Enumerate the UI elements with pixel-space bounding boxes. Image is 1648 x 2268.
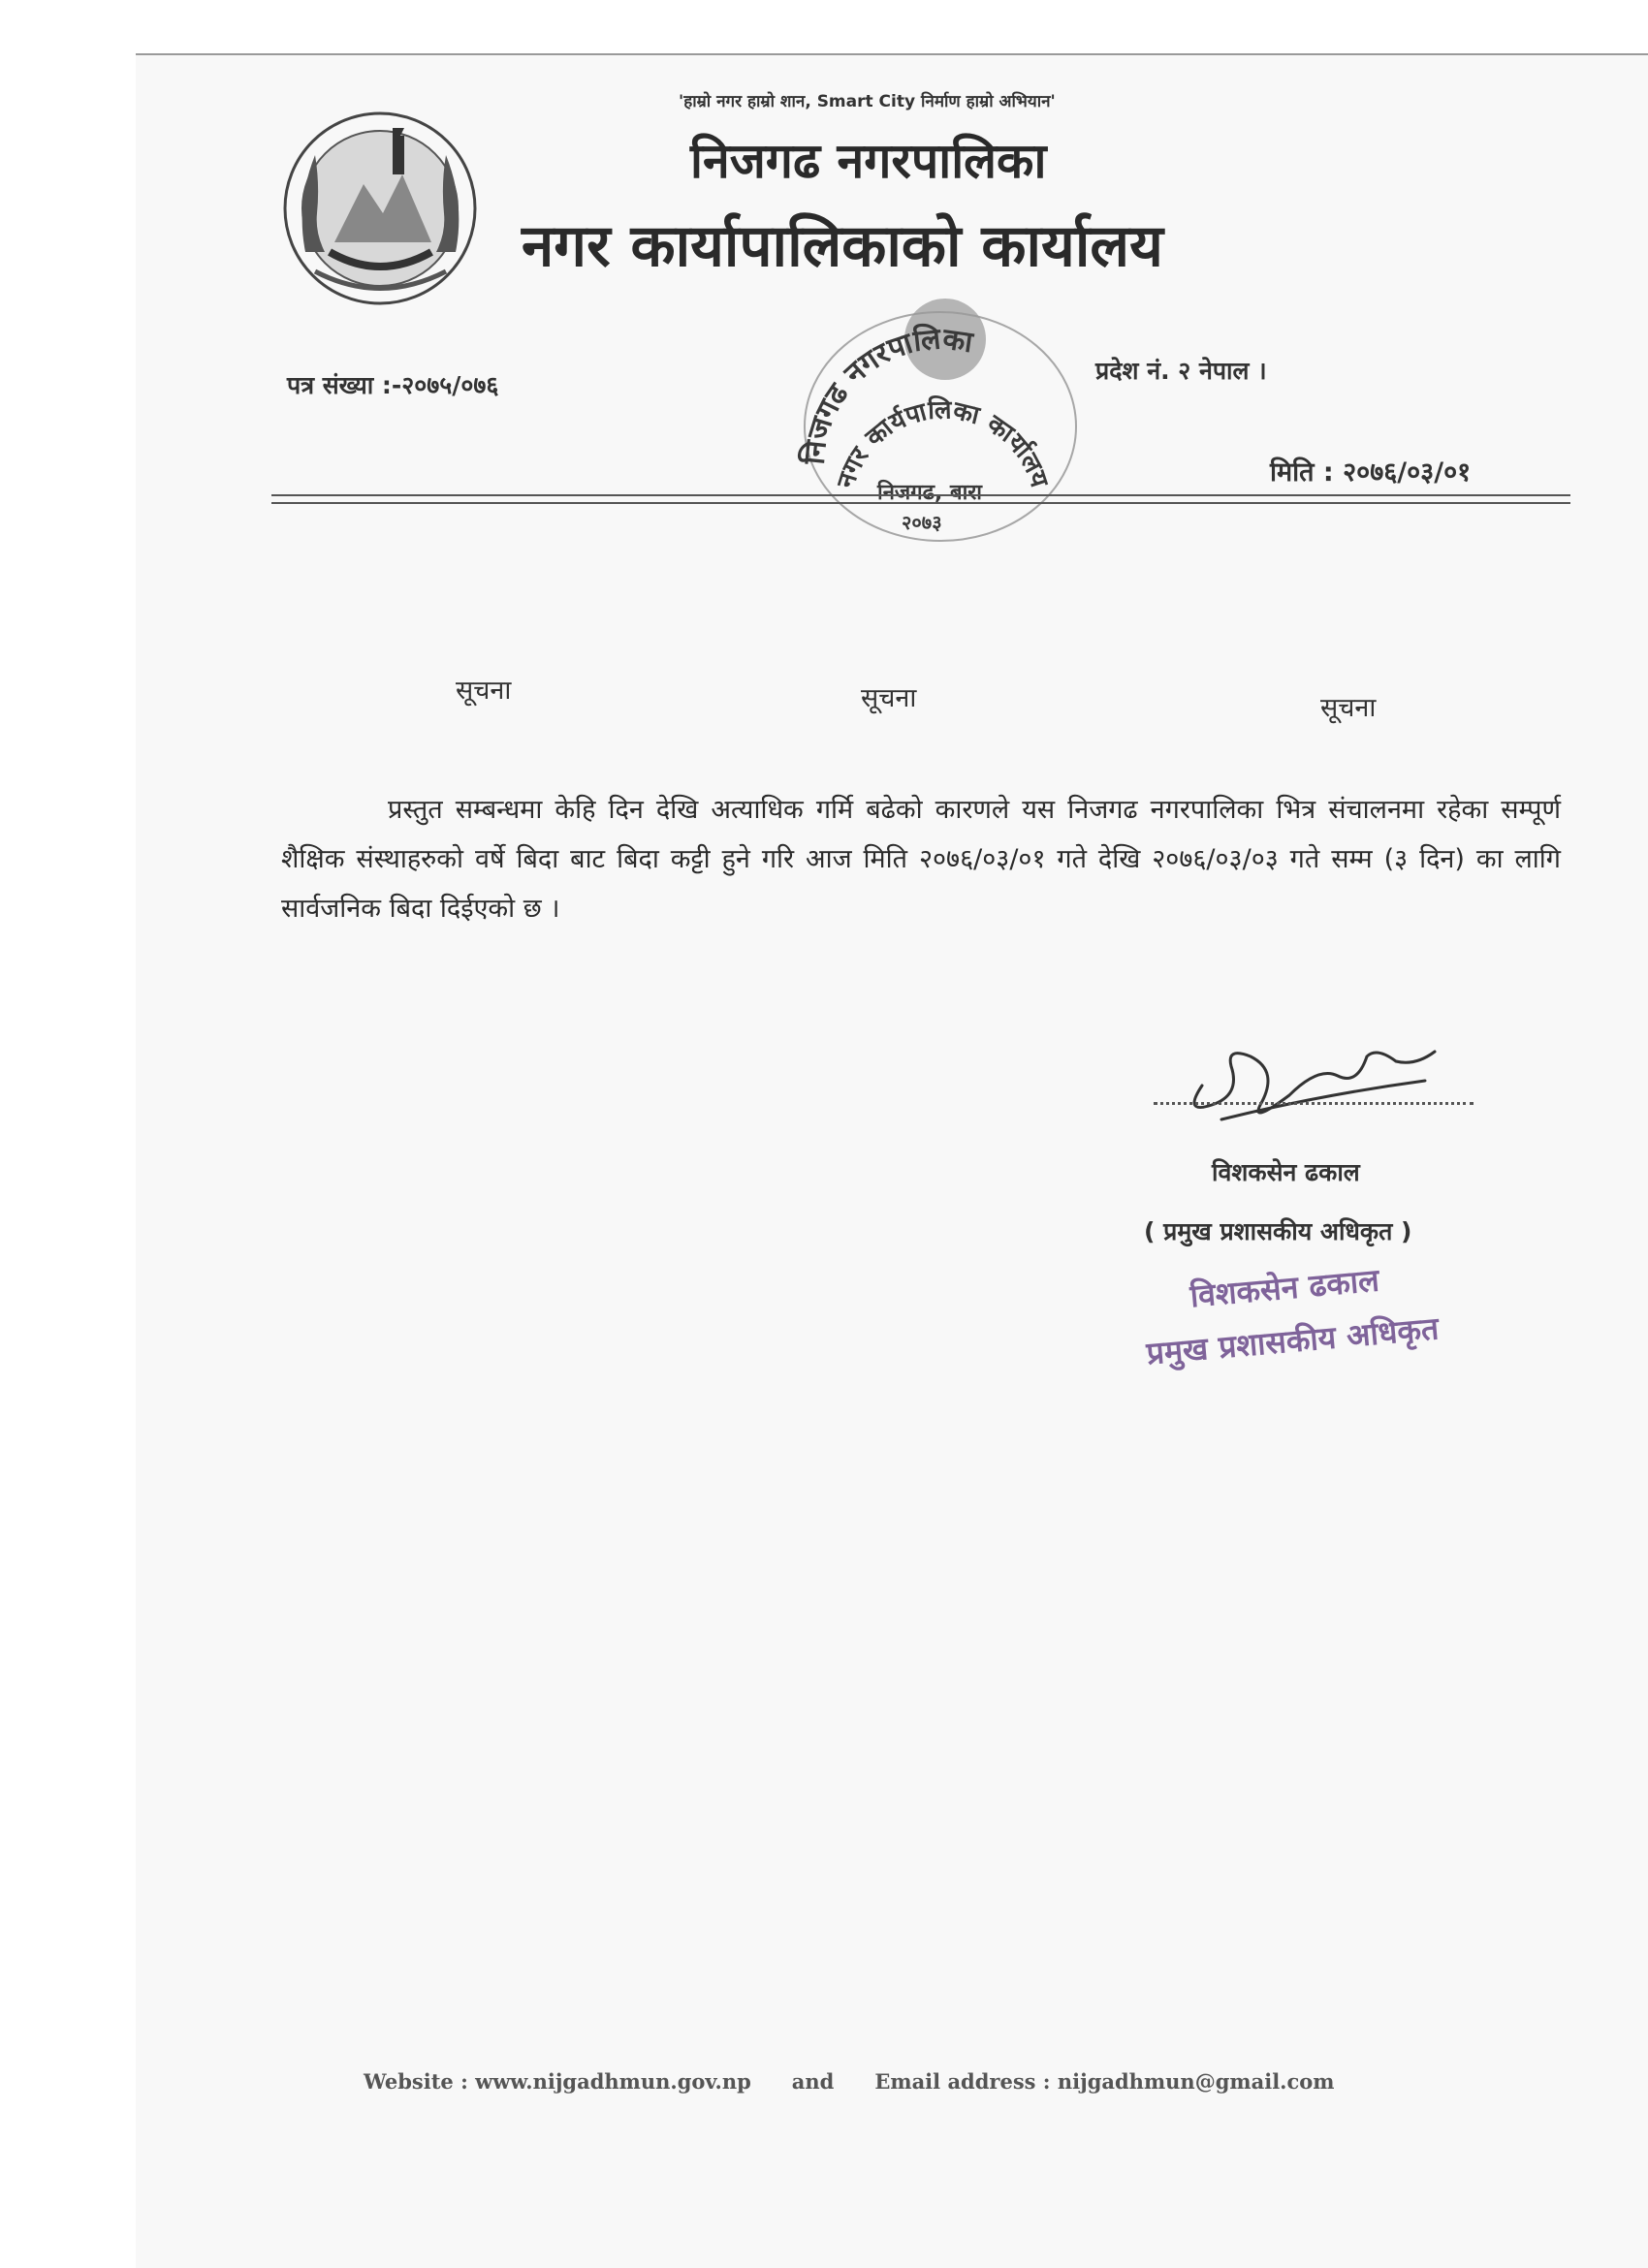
office-name: नगर कार्यापालिकाको कार्यालय (522, 212, 1163, 280)
province-label: प्रदेश नं. २ नेपाल । (1095, 357, 1267, 385)
seal-line-3: निजगढ, बारा (877, 481, 982, 505)
signatory-stamp (1134, 1252, 1503, 1378)
svg-text:नगर कार्यपालिका कार्यालय (831, 394, 1054, 492)
footer-contact (364, 2069, 1335, 2094)
stamp-title: प्रमुख प्रशासकीय अधिकृत (1145, 1309, 1441, 1372)
notice-heading-right: सूचना (1320, 693, 1377, 723)
stamp-name: विशकसेन ढकाल (1188, 1261, 1381, 1315)
signatory-name: विशकसेन ढकाल (1212, 1158, 1360, 1186)
nepal-emblem-icon (276, 107, 485, 310)
letter-date: मिति : २०७६/०३/०१ (1270, 457, 1472, 488)
seal-line-4: २०७३ (902, 511, 942, 534)
slogan-text: 'हाम्रो नगर हाम्रो शान, Smart City निर्माण हाम्रो अभियान' (679, 92, 1056, 111)
signature-mark (1173, 1027, 1464, 1134)
footer-website: Website : www.nijgadhmun.gov.np (364, 2069, 751, 2094)
signature-line (1154, 1102, 1474, 1105)
signatory-title: ( प्रमुख प्रशासकीय अधिकृत ) (1144, 1217, 1412, 1245)
notice-body (281, 785, 1561, 933)
notice-heading-center: सूचना (861, 683, 917, 713)
notice-body-text: प्रस्तुत सम्बन्धमा केहि दिन देखि अत्याधिक गर्मि बढेको कारणले यस निजगढ नगरपालिका भित्र संचालनमा रहेका सम्पूर्ण शैक्षिक संस्थाहरुको वर्षे बिदा बाट बिदा कट्टी हुने गरि आज मिति २०७६/०३/०१ गते देखि २०७६/०३/०३ गते सम्म (३ दिन) का लागि सार्वजनिक बिदा दिईएको छ । (281, 795, 1561, 924)
seal-line-2: नगर कार्यपालिका कार्यालय (831, 395, 1054, 492)
footer-email: Email address : nijgadhmun@gmail.com (874, 2069, 1335, 2094)
municipality-name: निजगढ नगरपालिका (690, 133, 1047, 189)
header-divider-bottom (271, 502, 1570, 504)
header-divider-top (271, 494, 1570, 496)
letter-number: पत्र संख्या :-२०७५/०७६ (287, 371, 499, 399)
notice-heading-left: सूचना (456, 676, 512, 706)
seal-line-1: निजगढ नगरपालिका (797, 322, 975, 466)
footer-and: and (791, 2069, 835, 2094)
